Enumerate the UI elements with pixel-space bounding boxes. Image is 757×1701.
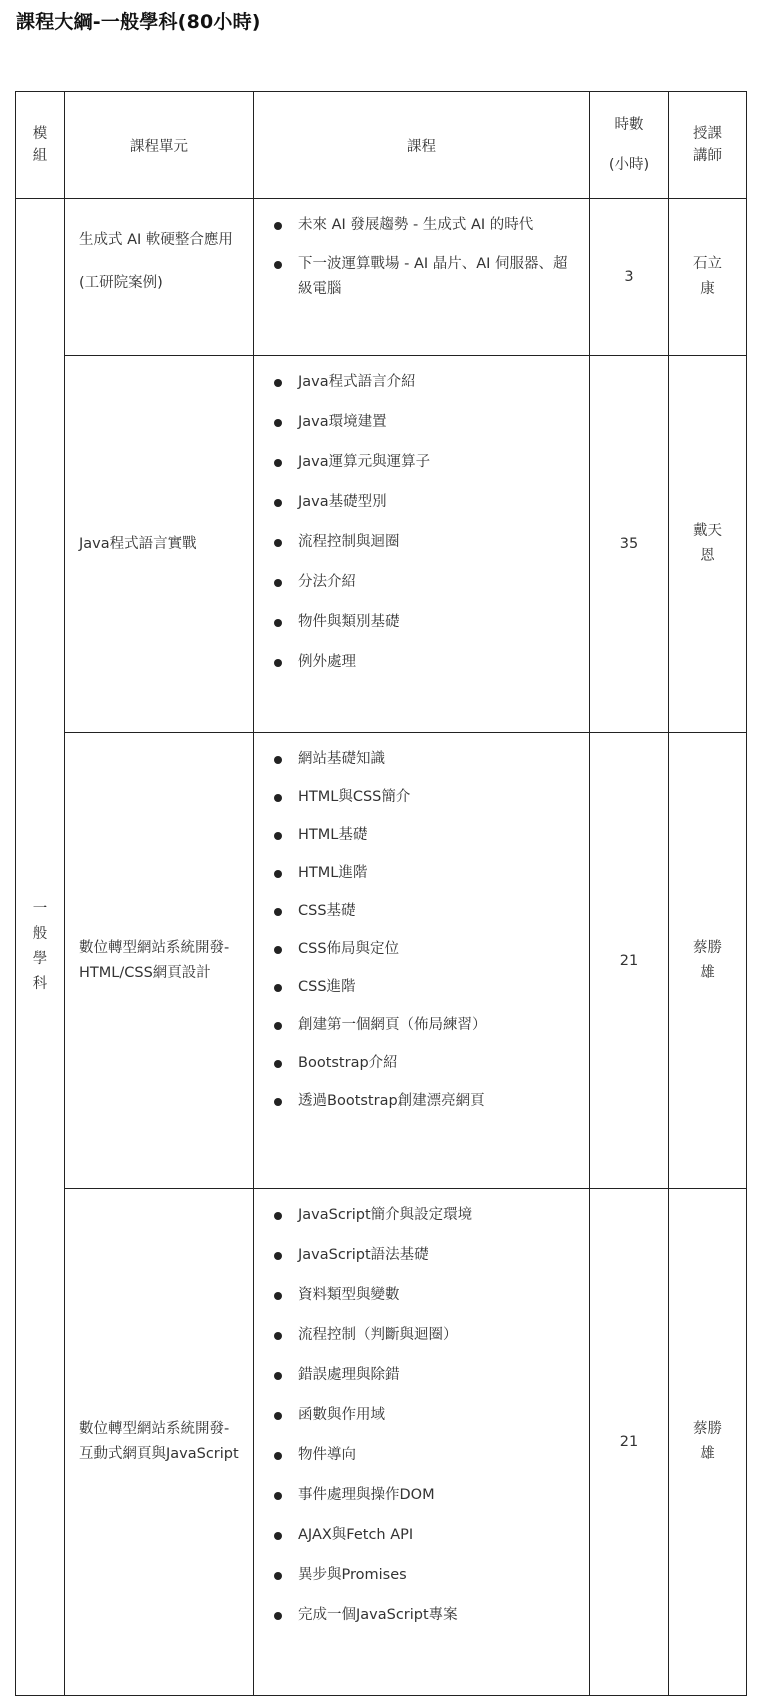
unit-cell: 數位轉型網站系統開發-HTML/CSS網頁設計: [65, 733, 254, 1189]
course-list-item: AJAX與Fetch API: [272, 1523, 573, 1548]
unit-cell: Java程式語言實戰: [65, 356, 254, 733]
course-cell: [254, 1189, 590, 1696]
header-unit: 課程單元: [65, 92, 254, 199]
course-list-item: 資料類型與變數: [272, 1283, 573, 1308]
course-list-item: 網站基礎知識: [272, 747, 573, 772]
course-list: [254, 356, 589, 675]
table-row: [16, 199, 747, 356]
hours-cell: 21: [590, 1189, 669, 1696]
course-list-item: HTML與CSS簡介: [272, 785, 573, 810]
course-list-item: CSS基礎: [272, 899, 573, 924]
course-list-item: HTML基礎: [272, 823, 573, 848]
table-row: [16, 356, 747, 733]
header-teacher: 授課講師: [669, 92, 747, 199]
course-list-item: 函數與作用域: [272, 1403, 573, 1428]
course-list-item: JavaScript語法基礎: [272, 1243, 573, 1268]
page-title: 課程大綱-一般學科(80小時): [16, 11, 261, 33]
table-row: [16, 1189, 747, 1696]
course-list: [254, 733, 589, 1114]
course-list-item: Java運算元與運算子: [272, 450, 573, 475]
unit-cell: 數位轉型網站系統開發-互動式網頁與JavaScript: [65, 1189, 254, 1696]
course-list-item: 物件與類別基礎: [272, 610, 573, 635]
course-list-item: Java環境建置: [272, 410, 573, 435]
course-list-item: HTML進階: [272, 861, 573, 886]
course-list-item: 異步與Promises: [272, 1563, 573, 1588]
hours-cell: 35: [590, 356, 669, 733]
course-list-item: Bootstrap介紹: [272, 1051, 573, 1076]
course-list-item: 下一波運算戰場 - AI 晶片、AI 伺服器、超級電腦: [272, 252, 573, 302]
course-list: [254, 199, 589, 302]
teacher-cell: 石立康: [669, 199, 747, 356]
course-list-item: 流程控制（判斷與迴圈）: [272, 1323, 573, 1348]
teacher-cell: 蔡勝雄: [669, 733, 747, 1189]
course-list-item: 流程控制與迴圈: [272, 530, 573, 555]
unit-cell: 生成式 AI 軟硬整合應用 (工研院案例): [65, 199, 254, 356]
course-list-item: 完成一個JavaScript專案: [272, 1603, 573, 1628]
course-list-item: 未來 AI 發展趨勢 - 生成式 AI 的時代: [272, 213, 573, 238]
module-cell: 一般學科: [16, 199, 65, 1696]
course-list: [254, 1189, 589, 1628]
course-list-item: 分法介紹: [272, 570, 573, 595]
course-list-item: 例外處理: [272, 650, 573, 675]
teacher-cell: 蔡勝雄: [669, 1189, 747, 1696]
table-row: [16, 733, 747, 1189]
course-list-item: Java程式語言介紹: [272, 370, 573, 395]
course-list-item: CSS佈局與定位: [272, 937, 573, 962]
header-course: 課程: [254, 92, 590, 199]
course-cell: [254, 733, 590, 1189]
header-hours: 時數 (小時): [590, 92, 669, 199]
course-list-item: 錯誤處理與除錯: [272, 1363, 573, 1388]
course-list-item: 物件導向: [272, 1443, 573, 1468]
course-list-item: Java基礎型別: [272, 490, 573, 515]
course-list-item: 創建第一個網頁（佈局練習）: [272, 1013, 573, 1038]
course-list-item: CSS進階: [272, 975, 573, 1000]
course-list-item: JavaScript簡介與設定環境: [272, 1203, 573, 1228]
table-header-row: [16, 92, 747, 199]
course-list-item: 透過Bootstrap創建漂亮網頁: [272, 1089, 573, 1114]
course-list-item: 事件處理與操作DOM: [272, 1483, 573, 1508]
teacher-cell: 戴天恩: [669, 356, 747, 733]
hours-cell: 3: [590, 199, 669, 356]
header-module: 模組: [16, 92, 65, 199]
course-cell: [254, 356, 590, 733]
course-cell: [254, 199, 590, 356]
hours-cell: 21: [590, 733, 669, 1189]
syllabus-table: [15, 91, 747, 1696]
